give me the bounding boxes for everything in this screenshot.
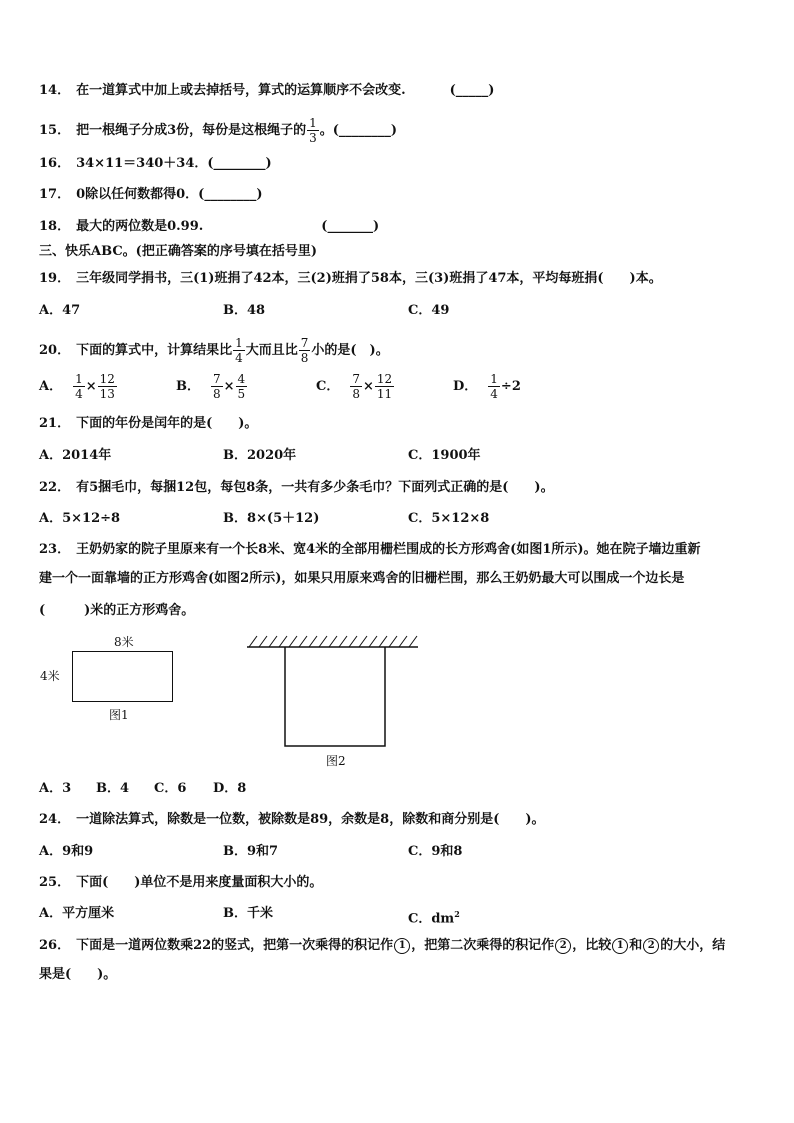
question-number: 19．	[39, 271, 71, 286]
fraction	[307, 116, 319, 145]
question-number: 24．	[39, 812, 71, 827]
option-c[interactable]	[408, 904, 460, 929]
option-letter: B．	[176, 379, 200, 394]
question-text: 下面是一道两位数乘22的竖式，把第一次乘得的积记作	[76, 938, 394, 953]
denominator: 4	[75, 387, 83, 401]
question-15	[39, 116, 397, 145]
option-a[interactable]: A．47	[39, 303, 81, 318]
numerator: 12	[376, 372, 393, 386]
question-number: 16．	[39, 156, 71, 171]
question-17	[39, 185, 263, 205]
question-text: 下面( )单位不是用来度量面积大小的。	[76, 875, 323, 890]
fraction	[299, 336, 311, 365]
circled-number-2: 2	[643, 938, 659, 954]
operator: ÷2	[500, 379, 521, 394]
question-text: 和	[629, 938, 643, 953]
fraction	[488, 372, 500, 401]
question-number: 26．	[39, 938, 71, 953]
answer-blank[interactable]: (_____)	[449, 83, 495, 98]
figure-1-caption: 图1	[109, 708, 129, 722]
numerator: 7	[352, 372, 360, 386]
option-b[interactable]: B．4	[96, 781, 130, 796]
answer-blank[interactable]: 。(________)	[319, 123, 398, 138]
denominator: 8	[352, 387, 360, 401]
question-text: 在一道算式中加上或去掉括号，算式的运算顺序不会改变.	[76, 83, 406, 98]
question-number: 17．	[39, 187, 71, 202]
denominator: 4	[235, 351, 243, 365]
numerator: 7	[213, 372, 221, 386]
question-21	[39, 414, 257, 434]
figure-1-length-label: 8米	[114, 635, 134, 649]
option-text: C．dm	[408, 911, 455, 927]
fraction	[350, 372, 362, 401]
option-c[interactable]: C．1900年	[408, 448, 481, 463]
question-number: 20．	[39, 343, 71, 358]
question-14	[39, 81, 494, 101]
question-number: 23．	[39, 542, 71, 557]
question-19	[39, 269, 662, 289]
option-c[interactable]	[316, 372, 395, 401]
denominator: 5	[237, 387, 246, 401]
question-text: 王奶奶家的院子里原来有一个长8米、宽4米的全部用栅栏围成的长方形鸡舍(如图1所示)。她在院子墙边重新	[76, 542, 701, 557]
square-coop	[285, 647, 385, 746]
question-16	[39, 154, 272, 174]
fraction	[375, 372, 394, 401]
question-18	[39, 217, 379, 237]
option-b[interactable]: B．千米	[223, 906, 273, 921]
option-letter: D．	[453, 379, 478, 394]
numerator: 7	[300, 336, 309, 350]
circled-number-2: 2	[555, 938, 571, 954]
fraction	[236, 372, 248, 401]
question-text: 三年级同学捐书，三(1)班捐了42本，三(2)班捐了58本，三(3)班捐了47本，平均每班捐( )本。	[76, 271, 662, 286]
fraction	[211, 372, 223, 401]
circled-number-1: 1	[612, 938, 628, 954]
option-b[interactable]	[176, 372, 248, 401]
question-number: 22．	[39, 480, 71, 495]
fraction	[233, 336, 245, 365]
option-b[interactable]: B．48	[223, 303, 266, 318]
option-c[interactable]: C．6	[154, 781, 187, 796]
operator: ×	[85, 379, 97, 394]
question-22	[39, 478, 554, 498]
question-text: 有5捆毛巾，每捆12包，每包8条，一共有多少条毛巾？下面列式正确的是( )。	[76, 480, 554, 495]
option-d[interactable]: D．8	[213, 781, 247, 796]
question-number: 25．	[39, 875, 71, 890]
option-d[interactable]	[453, 372, 521, 401]
question-number: 14．	[39, 83, 71, 98]
option-a[interactable]: A．2014年	[39, 448, 112, 463]
question-number: 18．	[39, 219, 71, 234]
question-25	[39, 873, 322, 893]
option-letter: C．	[316, 379, 340, 394]
question-text: 的大小，结	[660, 938, 726, 953]
denominator: 4	[490, 387, 498, 401]
option-a[interactable]: A．5×12÷8	[39, 511, 121, 526]
wall-hatching	[249, 636, 417, 647]
question-26-line-2: 果是( )。	[39, 967, 117, 982]
question-24	[39, 810, 545, 830]
figure-2-caption: 图2	[326, 754, 346, 768]
denominator: 8	[213, 387, 221, 401]
option-c[interactable]: C．5×12×8	[408, 511, 490, 526]
numerator: 4	[237, 372, 246, 386]
option-a[interactable]	[39, 372, 118, 401]
numerator: 1	[309, 116, 317, 130]
question-text: 下面的算式中，计算结果比	[76, 343, 233, 358]
numerator: 1	[75, 372, 83, 386]
answer-blank[interactable]: (_______)	[321, 219, 380, 234]
numerator: 1	[235, 336, 243, 350]
section-heading: 三、快乐ABC。(把正确答案的序号填在括号里)	[39, 244, 317, 259]
denominator: 13	[99, 387, 115, 401]
option-b[interactable]: B．2020年	[223, 448, 297, 463]
operator: ×	[363, 379, 374, 394]
question-text: 34×11＝340＋34．(________)	[76, 156, 272, 171]
option-b[interactable]: B．8×(5＋12)	[223, 511, 320, 526]
figure-1-width-label: 4米	[40, 669, 60, 683]
option-a[interactable]: A．9和9	[39, 844, 94, 859]
question-23	[39, 540, 701, 560]
question-26	[39, 936, 725, 956]
fraction	[73, 372, 85, 401]
denominator: 8	[300, 351, 309, 365]
question-number: 21．	[39, 416, 71, 431]
option-a[interactable]: A．3	[39, 781, 72, 796]
question-text: 下面的年份是闰年的是( )。	[76, 416, 258, 431]
numerator: 1	[490, 372, 498, 386]
question-text: 大而且比	[245, 343, 298, 358]
operator: ×	[223, 379, 235, 394]
figure-1-rectangle	[72, 651, 173, 702]
question-text: 小的是( )。	[311, 343, 389, 358]
option-b[interactable]: B．9和7	[223, 844, 279, 859]
figure-2-diagram	[245, 633, 425, 753]
question-20	[39, 336, 389, 365]
question-23-line-2: 建一个一面靠墙的正方形鸡舍(如图2所示)，如果只用原来鸡舍的旧栅栏围，那么王奶奶最大可以围成一个边长是	[39, 571, 685, 586]
option-letter: A．	[39, 379, 63, 394]
question-number: 15．	[39, 123, 71, 138]
question-text: 把一根绳子分成3份，每份是这根绳子的	[76, 123, 307, 138]
option-c[interactable]: C．49	[408, 303, 450, 318]
question-text: 一道除法算式，除数是一位数，被除数是89，余数是8，除数和商分别是( )。	[76, 812, 545, 827]
option-a[interactable]: A．平方厘米	[39, 906, 115, 921]
denominator: 3	[309, 131, 317, 145]
question-text: 最大的两位数是0.99.	[76, 219, 204, 234]
numerator: 12	[99, 372, 115, 386]
question-text: ，比较	[572, 938, 612, 953]
question-23-line-3: ( )米的正方形鸡舍。	[39, 603, 195, 618]
denominator: 11	[376, 387, 393, 401]
question-text: ，把第二次乘得的积记作	[411, 938, 555, 953]
circled-number-1: 1	[394, 938, 410, 954]
question-text: 0除以任何数都得0．(________)	[76, 187, 263, 202]
option-c[interactable]: C．9和8	[408, 844, 463, 859]
superscript: 2	[454, 909, 460, 919]
fraction	[98, 372, 117, 401]
